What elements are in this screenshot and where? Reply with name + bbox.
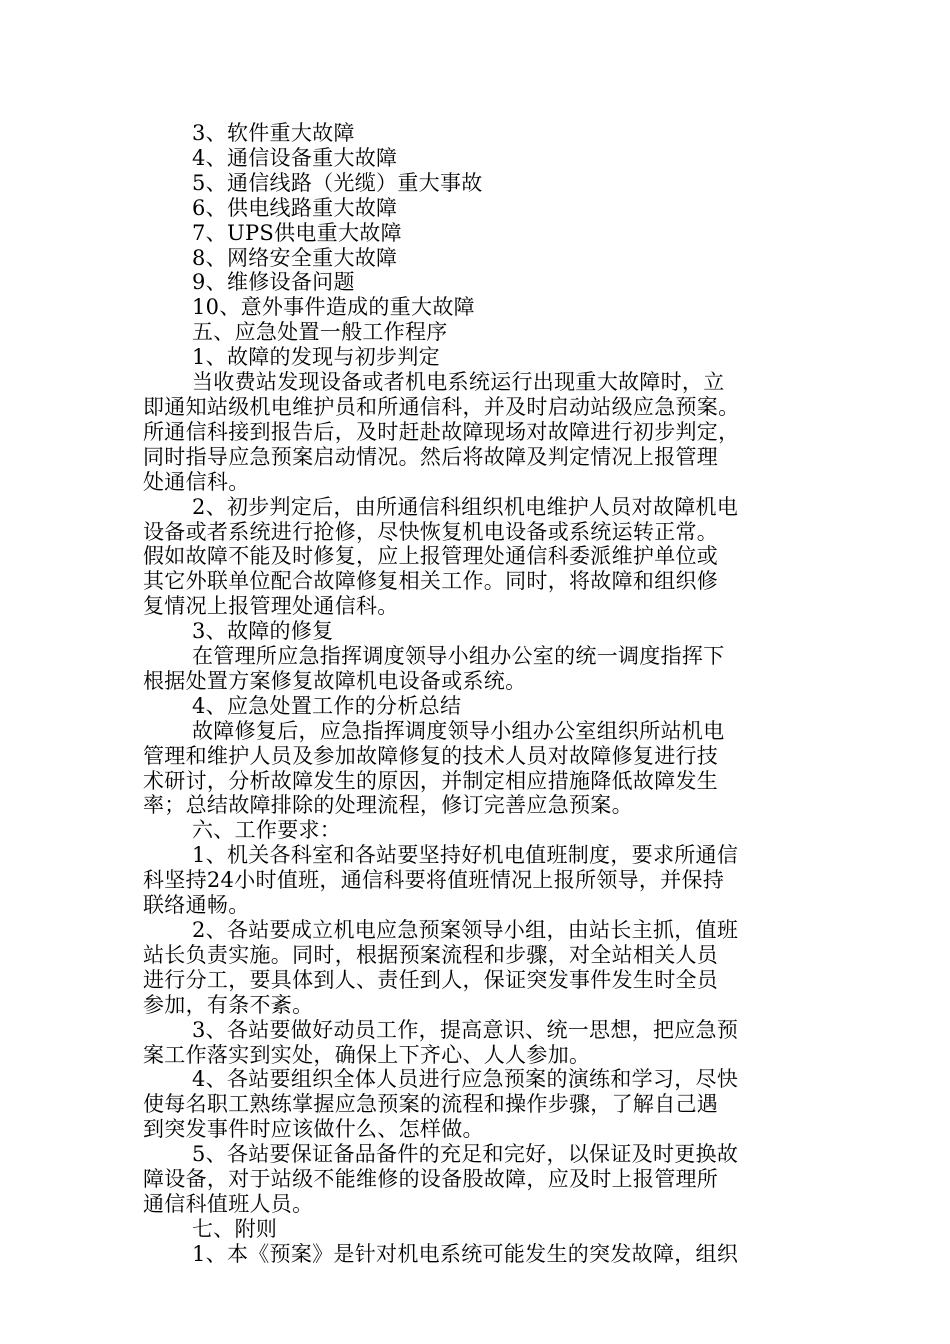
paragraph-line: 设备或者系统进行抢修，尽快恢复机电设备或系统运转正常。 (143, 519, 719, 544)
paragraph-line: 假如故障不能及时修复，应上报管理处通信科委派维护单位或 (143, 544, 719, 569)
paragraph-line: 即通知站级机电维护员和所通信科，并及时启动站级应急预案。 (143, 394, 740, 419)
paragraph-line: 进行分工，要具体到人、责任到人，保证突发事件发生时全员 (143, 967, 719, 992)
paragraph-line: 处通信科。 (143, 469, 250, 494)
paragraph (143, 719, 808, 819)
text-line: 1、故障的发现与初步判定 (192, 345, 440, 370)
paragraph-line: 2、各站要成立机电应急预案领导小组，由站长主抓，值班 (192, 918, 739, 942)
paragraph-line: 3、各站要做好动员工作，提高意识、统一思想，把应急预 (192, 1017, 739, 1042)
paragraph-line: 使每名职工熟练掌握应急预案的流程和操作步骤，了解自己遇 (143, 1092, 719, 1117)
text-line: 9、维修设备问题 (192, 270, 355, 295)
paragraph-line: 障设备，对于站级不能维修的设备股故障，应及时上报管理所 (143, 1167, 719, 1192)
paragraph (143, 495, 808, 620)
text-line: 七、附则 (192, 1216, 278, 1241)
paragraph-line: 故障修复后，应急指挥调度领导小组办公室组织所站机电 (192, 718, 725, 743)
paragraph (143, 843, 808, 918)
paragraph-line: 复情况上报管理处通信科。 (143, 594, 399, 619)
paragraph-line: 案工作落实到实处，确保上下齐心、人人参加。 (143, 1042, 591, 1067)
text-line: 4、通信设备重大故障 (192, 145, 398, 170)
document-body (143, 121, 808, 1267)
paragraph-line: 到突发事件时应该做什么、怎样做。 (143, 1117, 484, 1142)
paragraph-line: 根据处置方案修复故障机电设备或系统。 (143, 668, 527, 693)
paragraph-line: 5、各站要保证备品备件的充足和完好，以保证及时更换故 (192, 1142, 739, 1167)
paragraph-line: 2、初步判定后，由所通信科组织机电维护人员对故障机电 (192, 494, 739, 519)
paragraph-line: 同时指导应急预案启动情况。然后将故障及判定情况上报管理 (143, 444, 719, 469)
paragraph-line: 率；总结故障排除的处理流程，修订完善应急预案。 (143, 793, 633, 818)
paragraph-line: 管理和维护人员及参加故障修复的技术人员对故障修复进行技 (143, 743, 719, 768)
paragraph-line: 术研讨，分析故障发生的原因，并制定相应措施降低故障发生 (143, 768, 719, 793)
text-line: 5、通信线路（光缆）重大事故 (192, 170, 483, 195)
paragraph-line: 所通信科接到报告后，及时赶赴故障现场对故障进行初步判定， (143, 419, 740, 444)
paragraph-line: 在管理所应急指挥调度领导小组办公室的统一调度指挥下 (192, 644, 725, 669)
text-line: 8、网络安全重大故障 (192, 245, 398, 270)
paragraph (143, 918, 808, 1018)
paragraph-line: 当收费站发现设备或者机电系统运行出现重大故障时，立 (192, 370, 725, 395)
text-line: 10、意外事件造成的重大故障 (192, 295, 475, 320)
text-line: 4、应急处置工作的分析总结 (192, 693, 462, 718)
paragraph-line: 参加，有条不紊。 (143, 992, 314, 1017)
paragraph-line: 其它外联单位配合故障修复相关工作。同时，将故障和组织修 (143, 569, 719, 594)
paragraph-line: 通信科值班人员。 (143, 1191, 314, 1216)
text-line: 六、工作要求： (192, 818, 342, 843)
paragraph-line: 站长负责实施。同时，根据预案流程和步骤，对全站相关人员 (143, 942, 719, 967)
paragraph-line: 联络通畅。 (143, 893, 250, 918)
text-line: 7、UPS供电重大故障 (192, 220, 402, 245)
paragraph-line: 1、机关各科室和各站要坚持好机电值班制度，要求所通信 (192, 843, 739, 868)
text-line: 6、供电线路重大故障 (192, 195, 398, 220)
paragraph (143, 1067, 808, 1142)
paragraph (143, 370, 808, 495)
text-line: 3、软件重大故障 (192, 121, 355, 145)
paragraph-line: 1、本《预案》是针对机电系统可能发生的突发故障，组织 (192, 1241, 739, 1266)
paragraph (143, 1142, 808, 1217)
text-line: 3、故障的修复 (192, 619, 334, 644)
paragraph-line: 科坚持24小时值班，通信科要将值班情况上报所领导，并保持 (143, 868, 725, 893)
paragraph (143, 1242, 808, 1267)
paragraph-line: 4、各站要组织全体人员进行应急预案的演练和学习，尽快 (192, 1067, 739, 1092)
text-line: 五、应急处置一般工作程序 (192, 320, 448, 345)
paragraph (143, 1018, 808, 1068)
paragraph (143, 644, 808, 694)
